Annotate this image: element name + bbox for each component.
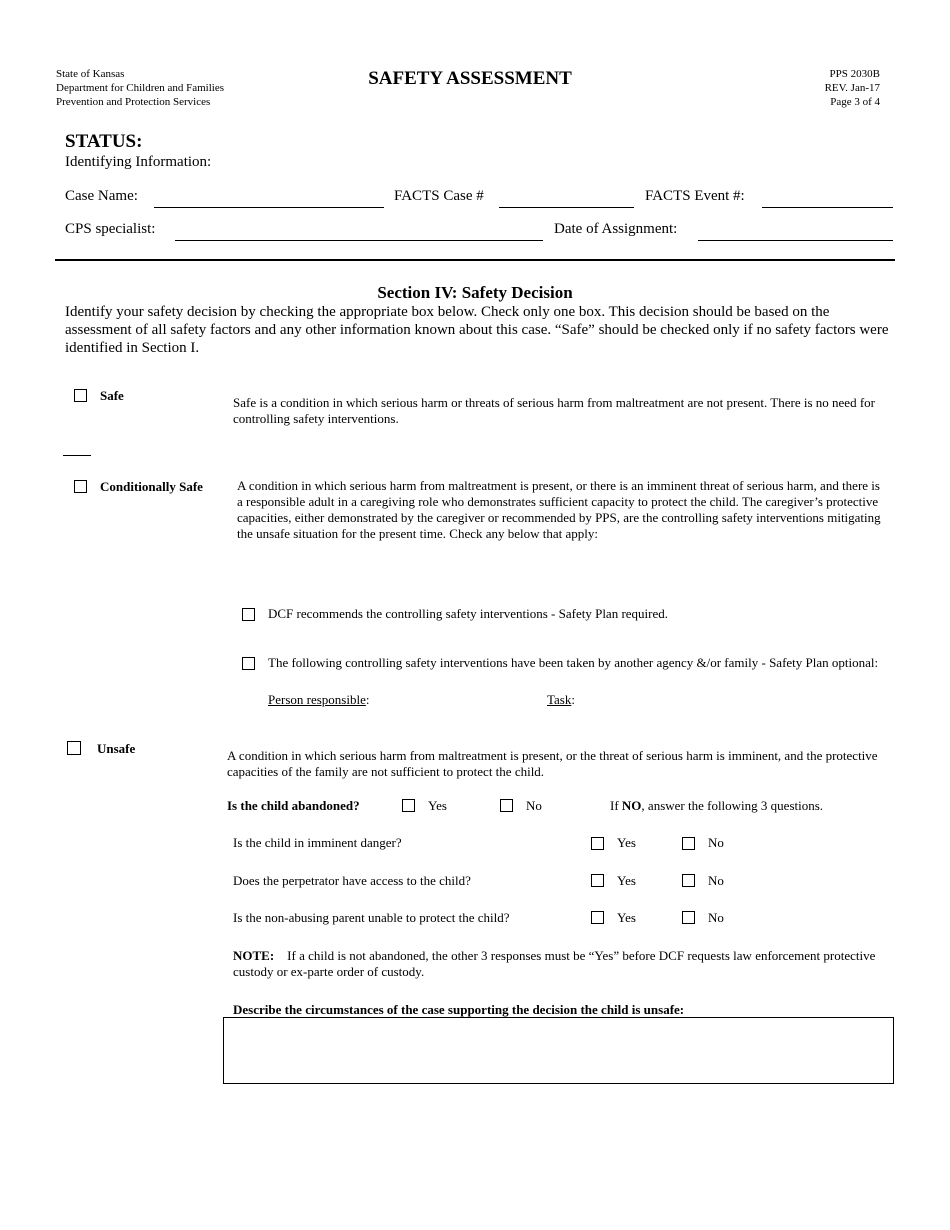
if-no-prefix: If: [610, 798, 622, 813]
note-block: [233, 948, 883, 980]
access-no-checkbox[interactable]: [682, 874, 695, 887]
other-agency-checkbox[interactable]: [242, 657, 255, 670]
status-heading: STATUS:: [65, 131, 143, 152]
facts-case-field[interactable]: [499, 207, 634, 208]
abandoned-yes-checkbox[interactable]: [402, 799, 415, 812]
safe-checkbox[interactable]: [74, 389, 87, 402]
date-assignment-label: Date of Assignment:: [554, 221, 678, 237]
facts-event-label: FACTS Event #:: [645, 188, 745, 204]
conditionally-safe-description: A condition in which serious harm from maltreatment is present, or there is an imminent threat of serious harm, and there is a responsible adult in a caregiving role who demonstrates sufficient capacity to protect the child. The caregiver’s protective capacities, either demonstrated by the caregiver or recommended by PPS, are the controlling safety interventions mitigating the unsafe situation for the present time. Check any below that apply:: [237, 478, 881, 541]
describe-value: [224, 1018, 893, 1026]
conditionally-safe-checkbox[interactable]: [74, 480, 87, 493]
abandoned-yes-label: Yes: [428, 798, 447, 813]
task-label: Task:: [547, 692, 575, 707]
cps-specialist-label: CPS specialist:: [65, 221, 156, 237]
cps-specialist-field[interactable]: [175, 240, 543, 241]
facts-event-field[interactable]: [762, 207, 893, 208]
agency-line: Department for Children and Families: [56, 82, 225, 94]
describe-textbox[interactable]: [223, 1017, 894, 1084]
if-no-suffix: , answer the following 3 questions.: [641, 798, 824, 813]
note-text: If a child is not abandoned, the other 3 responses must be “Yes” before DCF requests law enforcement protective custody or ex-parte order of custody.: [233, 948, 876, 979]
identifying-info-label: Identifying Information:: [65, 154, 212, 170]
imminent-no-label: No: [708, 835, 724, 850]
page-number: Page 3 of 4: [830, 96, 880, 108]
imminent-yes-label: Yes: [617, 835, 636, 850]
imminent-no-checkbox[interactable]: [682, 837, 695, 850]
safe-label: Safe: [100, 388, 124, 403]
unsafe-description: A condition in which serious harm from maltreatment is present, or the threat of serious harm is imminent, and the protective capacities of the family are not sufficient to protect the child.: [227, 748, 878, 779]
access-no-label: No: [708, 873, 724, 888]
other-agency-label: The following controlling safety interventions have been taken by another agency &/or family - Safety Plan optional:: [268, 655, 879, 670]
protect-yes-checkbox[interactable]: [591, 911, 604, 924]
safe-description: Safe is a condition in which serious harm or threats of serious harm from maltreatment are not present. There is no need for controlling safety interventions.: [233, 395, 875, 426]
facts-case-label: FACTS Case #: [394, 188, 484, 204]
form-number: PPS 2030B: [829, 68, 880, 80]
if-no-instruction: [610, 798, 823, 814]
section-title: Section IV: Safety Decision: [377, 283, 573, 302]
if-no-bold: NO: [621, 798, 642, 813]
dcf-recommends-label: DCF recommends the controlling safety interventions - Safety Plan required.: [268, 606, 669, 621]
agency-line: State of Kansas: [56, 68, 125, 80]
abandoned-no-label: No: [526, 798, 542, 813]
access-yes-checkbox[interactable]: [591, 874, 604, 887]
abandoned-no-checkbox[interactable]: [500, 799, 513, 812]
dcf-recommends-checkbox[interactable]: [242, 608, 255, 621]
separator-mark: [63, 455, 91, 456]
conditionally-safe-label: Conditionally Safe: [100, 479, 203, 494]
imminent-yes-checkbox[interactable]: [591, 837, 604, 850]
form-revision: REV. Jan-17: [824, 82, 880, 94]
agency-block: [56, 67, 306, 109]
unsafe-label: Unsafe: [97, 741, 136, 756]
note-label: NOTE:: [233, 948, 275, 963]
question-perpetrator-access: Does the perpetrator have access to the child?: [233, 873, 471, 888]
access-yes-label: Yes: [617, 873, 636, 888]
question-unable-protect: Is the non-abusing parent unable to protect the child?: [233, 910, 510, 925]
protect-no-label: No: [708, 910, 724, 925]
unsafe-checkbox[interactable]: [67, 741, 81, 755]
protect-no-checkbox[interactable]: [682, 911, 695, 924]
form-title: SAFETY ASSESSMENT: [368, 68, 572, 89]
agency-line: Prevention and Protection Services: [56, 96, 211, 108]
describe-label: Describe the circumstances of the case supporting the decision the child is unsafe:: [233, 1002, 685, 1017]
case-name-field[interactable]: [154, 207, 384, 208]
date-assignment-field[interactable]: [698, 240, 893, 241]
question-imminent-danger: Is the child in imminent danger?: [233, 835, 402, 850]
case-name-label: Case Name:: [65, 188, 138, 204]
person-responsible-label: Person responsible:: [268, 692, 370, 707]
abandoned-question: Is the child abandoned?: [227, 798, 360, 813]
section-intro: Identify your safety decision by checking the appropriate box below. Check only one box. This decision should be based on the assessment of all safety factors and any other information known about this case. “Safe” should be checked only if no safety factors were identified in Section I.: [65, 304, 889, 356]
task-text: Task: [547, 692, 572, 707]
section-divider: [55, 259, 895, 261]
person-responsible-text: Person responsible: [268, 692, 366, 707]
form-id-block: [760, 67, 880, 109]
protect-yes-label: Yes: [617, 910, 636, 925]
